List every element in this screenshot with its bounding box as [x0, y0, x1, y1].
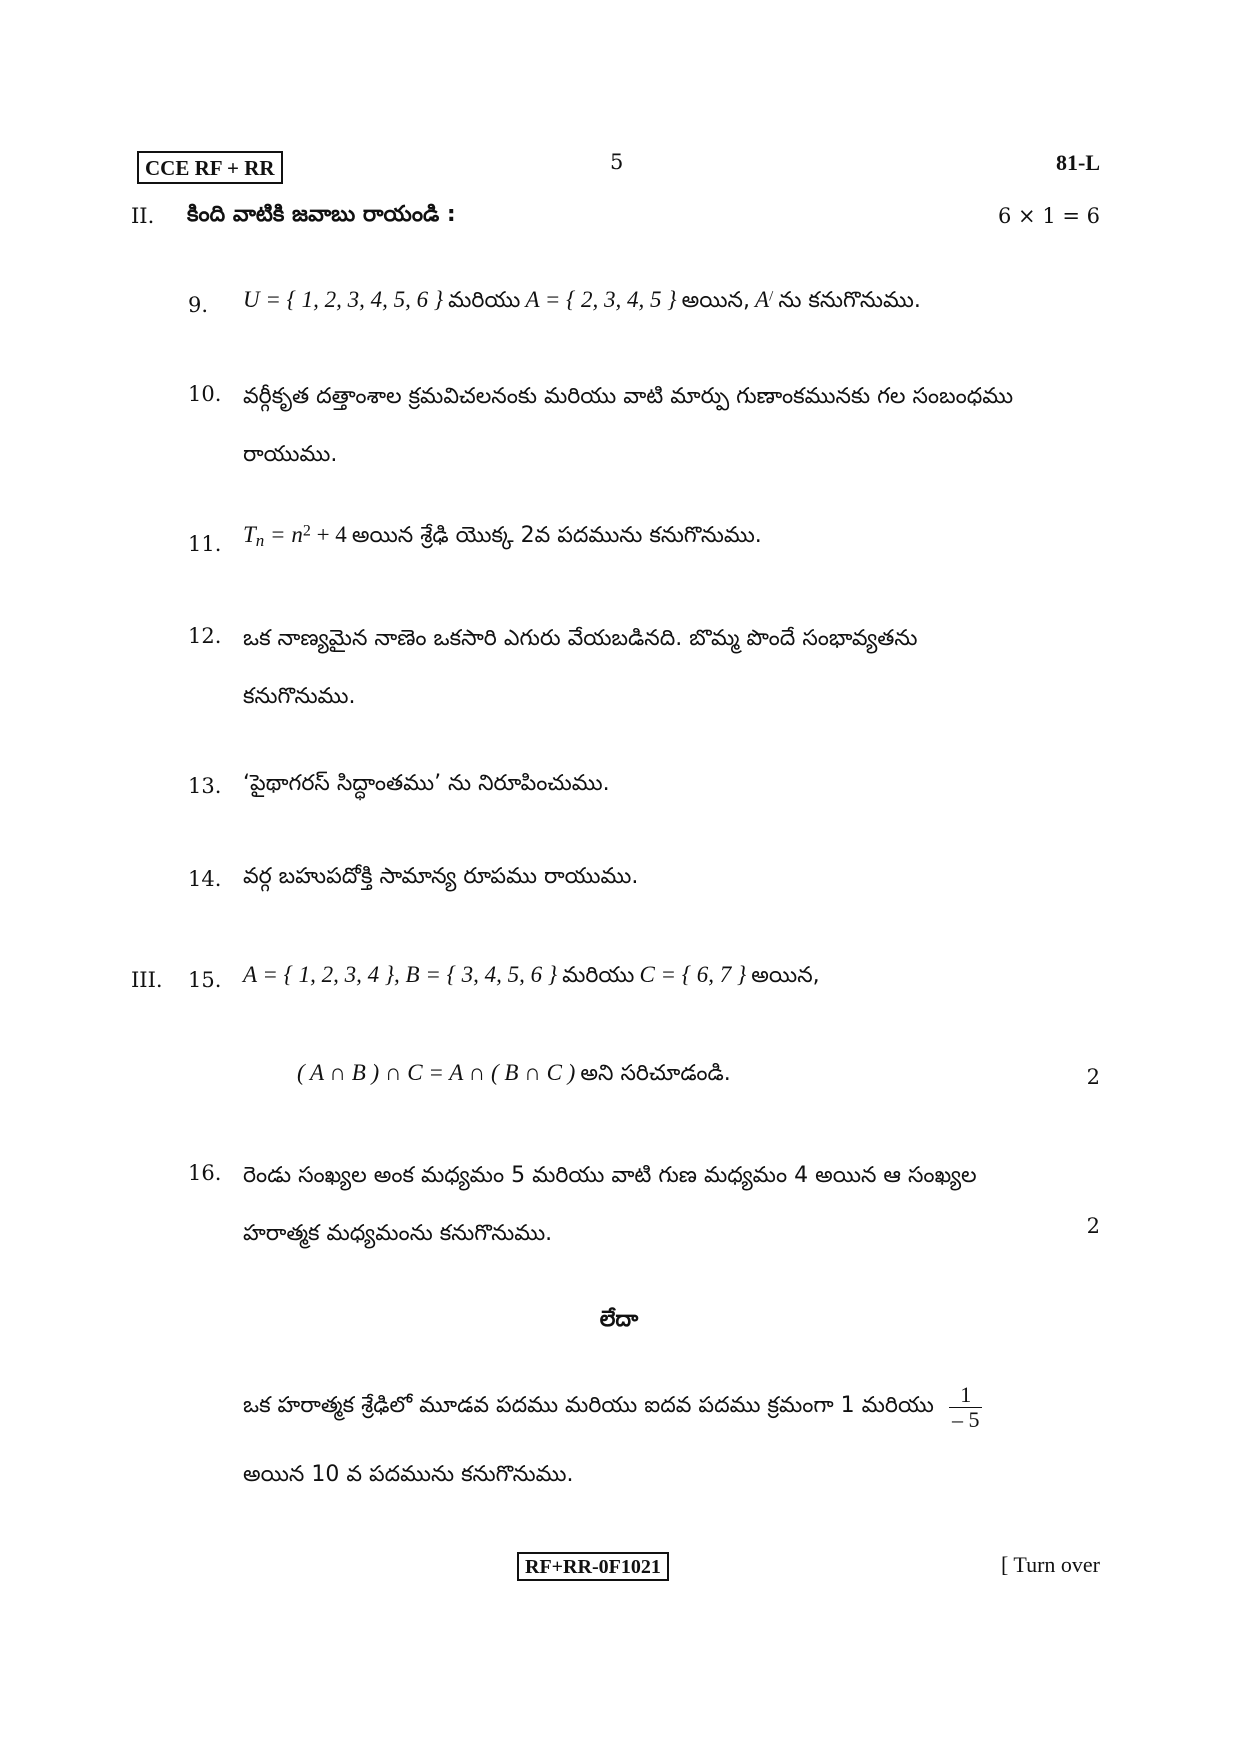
q15-line-1: [243, 962, 820, 993]
q15-number: 15.: [188, 968, 222, 992]
q11-number: 11.: [188, 532, 222, 556]
q15-line-2: [297, 1060, 731, 1091]
q15-sets-ab: A = { 1, 2, 3, 4 }, B = { 3, 4, 5, 6 }: [243, 962, 558, 987]
q12-line-2: కనుగొనుము.: [243, 684, 356, 709]
q15-set-c: C = { 6, 7 }: [639, 962, 747, 987]
q15-verify: అని సరిచూడండి.: [580, 1061, 731, 1086]
section-2-marks: 6 × 1 = 6: [998, 204, 1100, 228]
alt-text-1: ఒక హరాత్మక శ్రేఢిలో మూడవ పదము మరియు ఐదవ పదము క్రమంగా 1 మరియు: [243, 1393, 934, 1418]
q11-t: T: [243, 522, 256, 547]
q9-number: 9.: [188, 293, 209, 317]
q10-text: [243, 368, 1100, 484]
q16-number: 16.: [188, 1161, 222, 1185]
alt-line-1: [243, 1383, 982, 1432]
turn-over: [ Turn over: [1000, 1552, 1100, 1577]
q12-text: [243, 610, 1100, 726]
or-label: లేదా: [599, 1307, 639, 1332]
q15-if: అయిన,: [751, 963, 820, 988]
q16-line-1: రెండు సంఖ్యల అంక మధ్యమం 5 మరియు వాటి గుణ మధ్యమం 4 అయిన ఆ సంఖ్యల: [243, 1163, 977, 1188]
q14-text: వర్గ బహుపదోక్తి సామాన్య రూపము రాయుము.: [243, 864, 639, 889]
q10-line-2: రాయుము.: [243, 442, 338, 467]
q9-set-u: U = { 1, 2, 3, 4, 5, 6 }: [243, 287, 444, 312]
q11-sub-n: n: [255, 531, 265, 551]
q11-plus: + 4: [310, 522, 347, 547]
q11-sup: 2: [302, 522, 311, 540]
q9-text: [243, 287, 921, 318]
section-3-roman: III.: [131, 968, 163, 992]
alt-fraction: [949, 1383, 983, 1432]
paper-code: 81-L: [1056, 150, 1100, 175]
q13-number: 13.: [188, 774, 222, 798]
footer-code-box: RF+RR-0F1021: [517, 1552, 669, 1581]
q13-text: ‘పైథాగరస్ సిద్ధాంతము’ ను నిరూపించుము.: [243, 771, 610, 796]
q11-tail: అయిన శ్రేఢి యొక్క 2వ పదమును కనుగొనుము.: [351, 523, 762, 548]
q15-identity: ( A ∩ B ) ∩ C = A ∩ ( B ∩ C ): [297, 1060, 576, 1085]
q12-number: 12.: [188, 624, 222, 648]
q9-if: అయిన,: [681, 288, 750, 313]
q9-complement-prime: /: [769, 288, 774, 305]
section-2-instruction: కింది వాటికి జవాబు రాయండి :: [187, 202, 456, 227]
q9-set-a: A = { 2, 3, 4, 5 }: [525, 287, 677, 312]
q10-line-1: వర్గీకృత దత్తాంశాల క్రమవిచలనంకు మరియు వాటి మార్పు గుణాంకమునకు గల సంబంధము: [243, 384, 1014, 409]
q10-number: 10.: [188, 382, 222, 406]
q12-line-1: ఒక నాణ్యమైన నాణెం ఒకసారి ఎగురు వేయబడినది. బొమ్మ పొందే సంభావ్యతను: [243, 626, 918, 651]
q9-and: మరియు: [448, 288, 521, 313]
alt-line-2: అయిన 10 వ పదమును కనుగొనుము.: [243, 1462, 574, 1487]
q15-marks: 2: [1086, 1065, 1100, 1089]
q16-text: [243, 1147, 1100, 1263]
q15-and: మరియు: [562, 963, 635, 988]
alt-frac-numerator: 1: [960, 1382, 972, 1407]
q11-eq: = n: [264, 522, 303, 547]
q11-text: [243, 522, 762, 553]
section-2-roman: II.: [131, 204, 155, 228]
page-number: 5: [610, 150, 624, 174]
q9-complement-symbol: A: [755, 287, 770, 312]
q16-marks: 2: [1086, 1214, 1100, 1238]
q16-line-2: హరాత్మక మధ్యమంను కనుగొనుము.: [243, 1221, 553, 1246]
header-box-label: CCE RF + RR: [137, 151, 283, 184]
q9-find: ను కనుగొనుము.: [778, 288, 921, 313]
q14-number: 14.: [188, 867, 222, 891]
alt-frac-denominator: – 5: [949, 1407, 983, 1432]
